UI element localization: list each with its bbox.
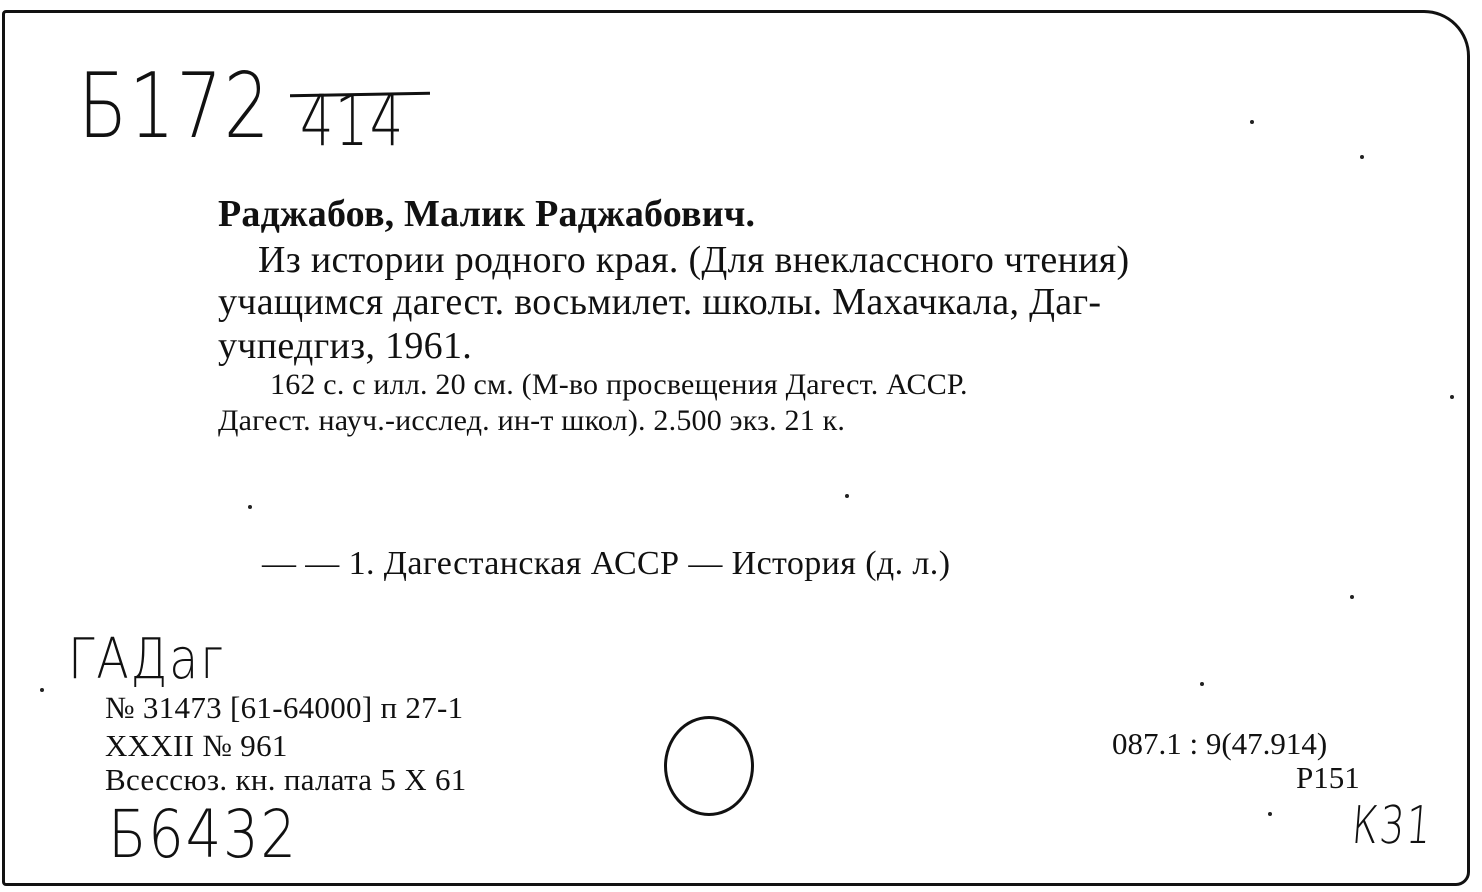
scan-speck: [845, 494, 849, 498]
scan-speck: [1360, 155, 1364, 159]
handwritten-note: К31: [1349, 796, 1435, 856]
scan-speck: [1350, 595, 1354, 599]
shelf-mark-handwritten: Б172: [78, 54, 272, 159]
archive-mark-handwritten: ГАДаг: [68, 627, 226, 692]
author-sign: Р151: [1296, 760, 1360, 795]
title-line-3: учпедгиз, 1961.: [218, 325, 473, 367]
scan-speck: [1268, 812, 1272, 816]
imprint-line-2: XXXII № 961: [105, 728, 288, 763]
author-heading: Раджабов, Малик Раджабович.: [218, 193, 756, 235]
inventory-number-handwritten: Б6432: [108, 796, 298, 873]
scan-speck: [1250, 120, 1254, 124]
scan-speck: [40, 688, 44, 692]
udc-classification: 087.1 : 9(47.914): [1112, 726, 1328, 761]
scan-speck: [248, 505, 252, 509]
punch-hole: [664, 716, 754, 816]
imprint-line-1: № 31473 [61-64000] п 27-1: [105, 690, 464, 725]
physical-description-line-2: Дагест. науч.-исслед. ин-т школ). 2.500 экз. 21 к.: [218, 404, 846, 437]
scan-speck: [1200, 682, 1204, 686]
physical-description-line-1: 162 с. с илл. 20 см. (М-во просвещения Дагест. АССР.: [270, 368, 968, 401]
scan-speck: [1450, 395, 1454, 399]
subject-heading: — — 1. Дагестанская АССР — История (д. л.): [262, 545, 951, 582]
imprint-line-3: Всессюз. кн. палата 5 X 61: [105, 762, 467, 797]
title-line-2: учащимся дагест. восьмилет. школы. Махачкала, Даг-: [218, 281, 1102, 323]
shelf-number-handwritten: 414: [300, 80, 405, 162]
title-line-1: Из истории родного края. (Для внеклассного чтения): [258, 239, 1130, 281]
